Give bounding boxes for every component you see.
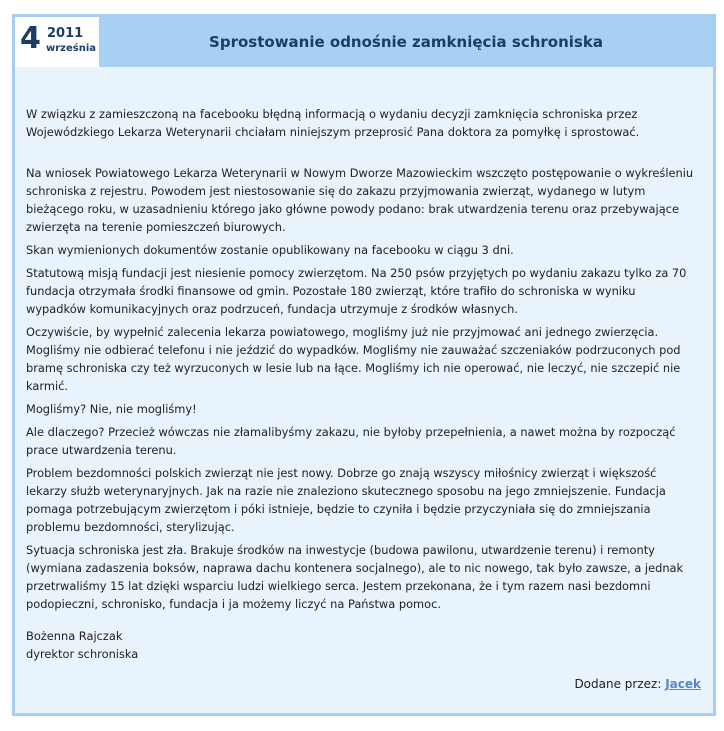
paragraph: Statutową misją fundacji jest niesienie pomocy zwierzętom. Na 250 psów przyjętych po wydaniu zakazu tylko za 70 fundacja otrzymała środki finansowe od gmin. Pozostałe 180 zwierząt, które trafiło do schroniska w wyniku wypadków komunikacyjnych oraz podrzuceń, fundacja utrzymuje z środków własnych. <box>26 266 687 316</box>
paragraph: Sytuacja schroniska jest zła. Brakuje środków na inwestycje (budowa pawilonu, utwardzenie terenu) i remonty (wymiana zadaszenia boksów, naprawa dachu kontenera socjalnego), ale to nic nowego, tak było zawsze, a jednak przetrwaliśmy 15 lat dzięki wsparciu ludzi wielkiego serca. Jestem przekonana, że i tym razem nasi bezdomni podopieczni, schronisko, fundacja i ja możemy liczyć na Państwa pomoc. <box>26 543 684 611</box>
paragraph: W związku z zamieszczoną na facebooku błędną informacją o wydaniu decyzji zamknięcia schroniska przez Wojewódzkiego Lekarza Weterynarii chciałam niniejszym przeprosić Pana doktora za pomyłkę i sprostować. <box>26 107 640 139</box>
date-day: 4 <box>20 21 41 56</box>
post-title: Sprostowanie odnośnie zamknięcia schroniska <box>209 33 603 51</box>
paragraph: Na wniosek Powiatowego Lekarza Weterynarii w Nowym Dworze Mazowieckim wszczęto postępowanie o wykreśleniu schroniska z rejestru. Powodem jest niestosowanie się do zakazu przyjmowania zwierząt, wydanego w lutym bieżącego roku, w uzasadnieniu którego jako główne powody podano: brak utwardzenia terenu oraz przebywające zwierzęta na terenie pomieszczeń biurowych. <box>26 166 694 234</box>
paragraph: Oczywiście, by wypełnić zalecenia lekarza powiatowego, mogliśmy już nie przyjmować ani jednego zwierzęcia. Mogliśmy nie odbierać telefonu i nie jeździć do wypadków. Mogliśmy nie zauważać szczeniaków podrzuconych pod bramę schroniska czy też wyrzuconych w lesie lub na łące. Mogliśmy ich nie operować, nie leczyć, nie szczepić nie karmić. <box>26 325 681 393</box>
date-badge <box>15 17 99 67</box>
date-year: 2011 <box>47 26 84 41</box>
added-by <box>574 675 701 693</box>
signature-name: Bożenna Rajczak <box>26 629 123 643</box>
paragraph: Skan wymienionych dokumentów zostanie opublikowany na facebooku w ciągu 3 dni. <box>26 243 514 257</box>
post-header <box>15 17 713 67</box>
news-post <box>12 14 716 716</box>
author-link[interactable]: Jacek <box>665 677 701 691</box>
paragraph: Problem bezdomności polskich zwierząt nie jest nowy. Dobrze go znają wszyscy miłośnicy zwierząt i większość lekarzy służb weterynaryjnych. Jak na razie nie znaleziono skutecznego sposobu na jego zmniejszenie. Fundacja pomaga potrzebującym zwierzętom i póki istnieje, będzie to czyniła i będzie przyczyniała się do zmniejszania problemu bezdomności, sterylizując. <box>26 466 666 534</box>
signature <box>26 627 696 663</box>
date-month: września <box>46 43 97 54</box>
post-body <box>26 105 696 663</box>
signature-role: dyrektor schroniska <box>26 647 139 661</box>
added-by-label: Dodane przez: <box>574 677 662 691</box>
paragraph: Ale dlaczego? Przecież wówczas nie złamalibyśmy zakazu, nie byłoby przepełnienia, a nawet można by rozpocząć prace utwardzenia terenu. <box>26 425 676 457</box>
paragraph: Mogliśmy? Nie, nie mogliśmy! <box>26 402 197 416</box>
